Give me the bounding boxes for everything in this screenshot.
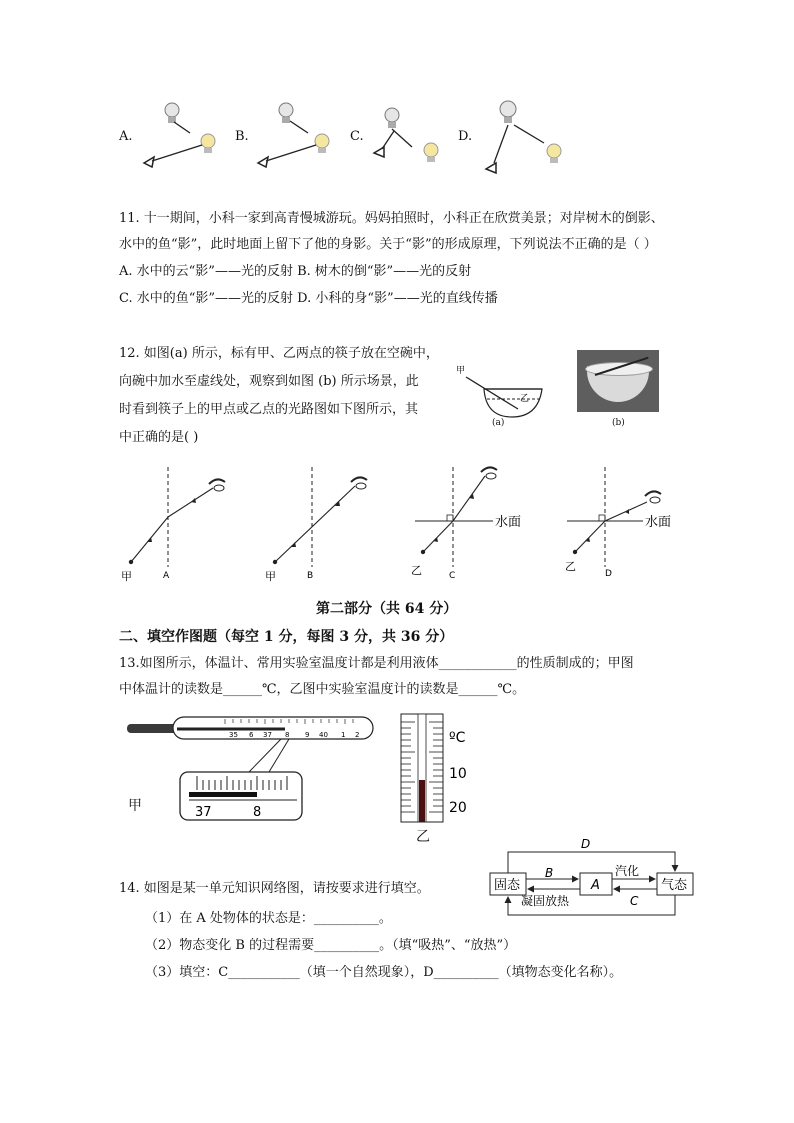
q12-diagram-a-point: 甲: [121, 570, 132, 583]
zoom-label-37: 37: [195, 805, 212, 820]
q10-diagram-d: [486, 101, 561, 173]
lit-bulb-icon: [201, 134, 215, 153]
eye-icon: [144, 157, 154, 167]
eye-icon: [258, 157, 268, 167]
q12-line1: 12. 如图(a) 所示，标有甲、乙两点的筷子放在空碗中，: [119, 346, 439, 361]
q12-diagram-d-point: 乙: [565, 560, 576, 573]
scale-label-9: 9: [305, 731, 310, 739]
scale-label-35: 35: [229, 731, 238, 739]
q12-diagram-c-surface: 水面: [495, 515, 522, 530]
q12-line4: 中正确的是( ): [119, 430, 199, 445]
q11-stem-line1: 11. 十一期间，小科一家到高青慢城游玩。妈妈拍照时，小科正在欣赏美景；对岸树木的倒影、: [119, 211, 664, 226]
q13-clinical-thermometer: [125, 712, 385, 824]
label-vaporize: 汽化: [615, 864, 640, 878]
q14-network-diagram: [485, 835, 700, 920]
q12-diagram-c: [411, 467, 521, 581]
scale-label-2: 2: [355, 731, 360, 739]
unlit-bulb-icon: [500, 101, 516, 123]
q14-sub2: （2）物态变化 B 的过程需要__________。（填“吸热”、“放热”）: [145, 938, 517, 953]
q12-diagram-d: [565, 467, 671, 579]
q12-diagram-a: [121, 467, 225, 583]
q14-sub1: （1）在 A 处物体的状态是：__________。: [145, 911, 392, 926]
q12-diagram-b-letter: B: [307, 571, 314, 581]
q12-bowl-label-yi: 乙: [520, 394, 530, 404]
unlit-bulb-icon: [385, 108, 399, 128]
q13-label-yi: 乙: [416, 829, 430, 845]
q12-line2: 向碗中加水至虚线处，观察到如图 (b) 所示场景，此: [119, 374, 419, 389]
q12-diagram-a-letter: A: [163, 571, 170, 581]
node-solid: 固态: [494, 878, 521, 893]
node-gas: 气态: [661, 878, 688, 893]
lit-bulb-icon: [424, 143, 438, 162]
lit-bulb-icon: [315, 134, 329, 153]
q10-diagram-b: [258, 103, 329, 167]
q12-line3: 时看到筷子上的甲点或乙点的光路图如下图所示，其: [119, 402, 419, 417]
label-c: C: [630, 894, 639, 908]
q13-line2: 中体温计的读数是______℃，乙图中实验室温度计的读数是______℃。: [119, 682, 526, 697]
q10-option-b: B.: [235, 129, 249, 144]
q12-figure-a-caption: (a): [492, 418, 505, 428]
scale-label-37: 37: [263, 731, 272, 739]
label-d: D: [581, 837, 591, 851]
q11-options-line1: A. 水中的云“影”——光的反射 B. 树木的倒“影”——光的反射: [119, 264, 472, 279]
q11-stem-line2: 水中的鱼“影”，此时地面上留下了他的身影。关于“影”的形成原理，下列说法不正确的是（ ）: [119, 237, 657, 252]
q13-label-jia: 甲: [128, 798, 142, 814]
q12-diagram-c-letter: C: [449, 571, 456, 581]
q10-diagram-c: [374, 108, 438, 162]
label-solidify: 凝固放热: [521, 894, 570, 908]
q10-diagram-a: [144, 103, 215, 167]
label-b: B: [545, 866, 554, 880]
lab-scale-20: 20: [449, 800, 467, 816]
q12-diagram-c-point: 乙: [411, 564, 422, 577]
lab-scale-10: 10: [449, 766, 467, 782]
q12-diagram-d-surface: 水面: [645, 515, 672, 530]
q14-sub3: （3）填空：C___________（填一个自然现象），D__________（填物态变化名称）。: [145, 965, 623, 980]
eye-icon: [481, 467, 497, 479]
q12-light-path-diagrams: [115, 462, 695, 587]
scale-label-1: 1: [341, 731, 346, 739]
zoom-label-8: 8: [253, 805, 262, 820]
part2-title: 第二部分（共 64 分）: [316, 601, 458, 617]
q13-lab-thermometer: [395, 712, 485, 824]
scale-label-8: 8: [285, 731, 290, 739]
q10-option-d: D.: [458, 129, 473, 144]
section-heading: 二、填空作图题（每空 1 分，每图 3 分，共 36 分）: [119, 629, 454, 645]
q13-line1: 13.如图所示，体温计、常用实验室温度计都是利用液体____________的性质制成的；甲图: [119, 656, 634, 671]
eye-icon: [486, 163, 496, 173]
q10-bulb-diagrams: [130, 95, 590, 180]
unlit-bulb-icon: [165, 103, 179, 123]
q12-bowl-label-jia: 甲: [456, 366, 466, 376]
unlit-bulb-icon: [279, 103, 293, 123]
scale-label-6: 6: [249, 731, 254, 739]
q12-diagram-b-point: 甲: [265, 570, 276, 583]
node-a: A: [591, 878, 600, 893]
q14-stem: 14. 如图是某一单元知识网络图，请按要求进行填空。: [119, 881, 430, 896]
q12-diagram-b: [265, 467, 367, 583]
q10-option-a: A.: [119, 129, 133, 144]
q10-option-c: C.: [350, 129, 364, 144]
q11-options-line2: C. 水中的鱼“影”——光的反射 D. 小科的身“影”——光的直线传播: [119, 291, 498, 306]
lit-bulb-icon: [547, 144, 561, 163]
q12-figure-b-photo: [577, 350, 659, 412]
scale-label-40: 40: [319, 731, 328, 739]
q12-figure-b-caption: (b): [612, 418, 625, 428]
q12-diagram-d-letter: D: [605, 569, 612, 579]
eye-icon: [645, 491, 661, 503]
lab-unit: ºC: [449, 730, 466, 746]
q12-figure-a-bowl: [456, 355, 556, 430]
